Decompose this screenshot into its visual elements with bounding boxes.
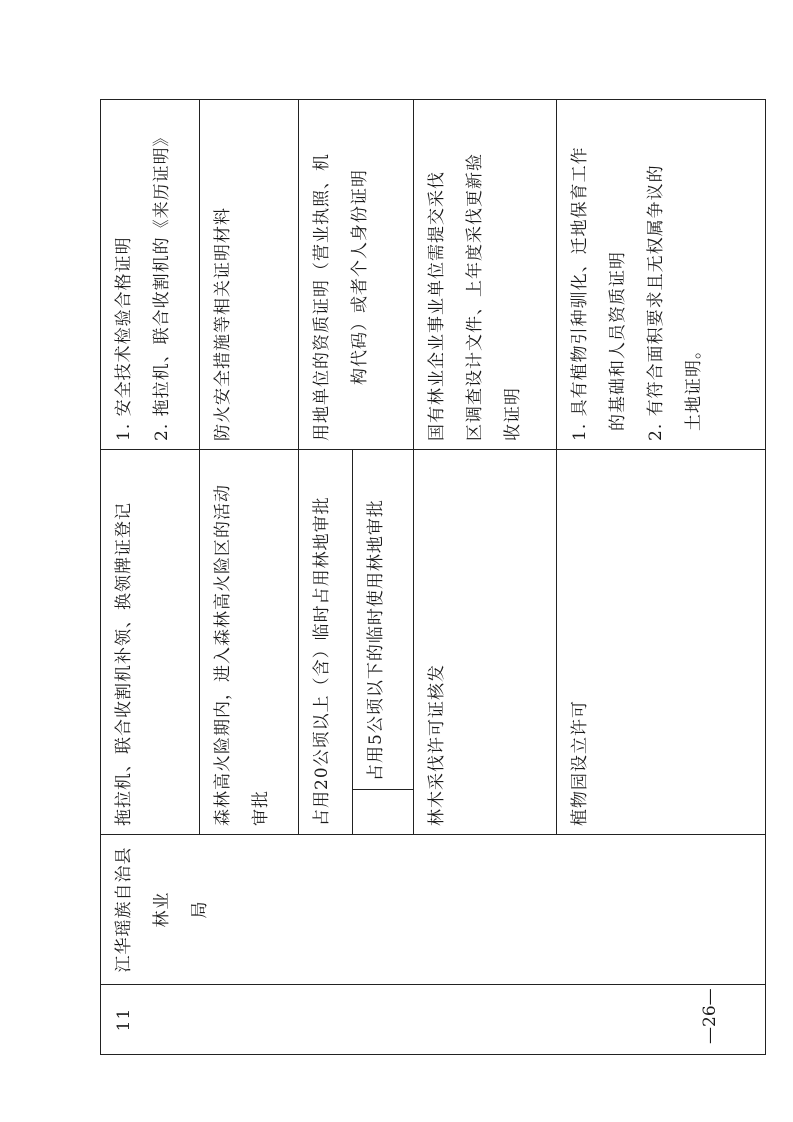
row-number-cell xyxy=(101,985,766,1055)
requirement-line: 2. 拖拉机、联合收割机的《来历证明》 xyxy=(152,128,172,441)
item-cell xyxy=(298,450,353,835)
requirement-line: 收证明 xyxy=(502,387,523,441)
requirement-line: 1. 具有植物引种驯化、迁地保育工作 xyxy=(569,146,590,441)
row-number: 11 xyxy=(114,1007,134,1032)
requirement-line: 区调查设计文件、上年度采伐更新验 xyxy=(464,153,485,441)
requirement-line: 的基础和人员资质证明 xyxy=(607,251,628,431)
requirement-line: 构代码）或者个人身份证明 xyxy=(349,169,370,385)
item-text: 林木采伐许可证核发 xyxy=(426,664,447,826)
item-cell xyxy=(101,450,200,835)
requirement-line: 防火安全措施等相关证明材料 xyxy=(212,207,233,441)
requirements-cell xyxy=(298,100,413,450)
requirement-line: 土地证明。 xyxy=(683,341,704,431)
requirement-line: 2. 有符合面积要求且无权属争议的 xyxy=(645,164,666,441)
item-text: 拖拉机、联合收割机补领、换领牌证登记 xyxy=(114,502,134,826)
item-text: 占用5公顷以下的临时使用林地审批 xyxy=(366,499,387,781)
indent-cell xyxy=(353,790,413,835)
requirements-cell xyxy=(199,100,298,450)
department-line: 局 xyxy=(190,900,210,919)
item-text: 植物园设立许可 xyxy=(569,700,590,826)
page-number: —26— xyxy=(700,988,720,1044)
item-cell xyxy=(413,450,556,835)
requirements-cell xyxy=(413,100,556,450)
item-text: 审批 xyxy=(250,790,271,826)
item-cell xyxy=(353,450,413,790)
approval-items-table xyxy=(100,99,766,1055)
item-cell xyxy=(199,450,298,835)
item-cell xyxy=(556,450,765,835)
requirements-cell xyxy=(556,100,765,450)
item-text: 占用20公顷以上（含）临时占用林地审批 xyxy=(311,496,332,826)
department-cell xyxy=(101,835,766,985)
department-line: 江华瑶族自治县林业 xyxy=(114,846,172,973)
requirement-line: 用地单位的资质证明（营业执照、机 xyxy=(311,153,332,441)
table-row xyxy=(101,100,200,1055)
requirement-line: 1. 安全技术检验合格证明 xyxy=(114,236,134,441)
requirement-line: 国有林业企业事业单位需提交采伐 xyxy=(426,171,447,441)
item-text: 森林高火险期内，进入森林高火险区的活动 xyxy=(212,484,233,826)
rotated-table-container xyxy=(100,100,766,1055)
requirements-cell xyxy=(101,100,200,450)
